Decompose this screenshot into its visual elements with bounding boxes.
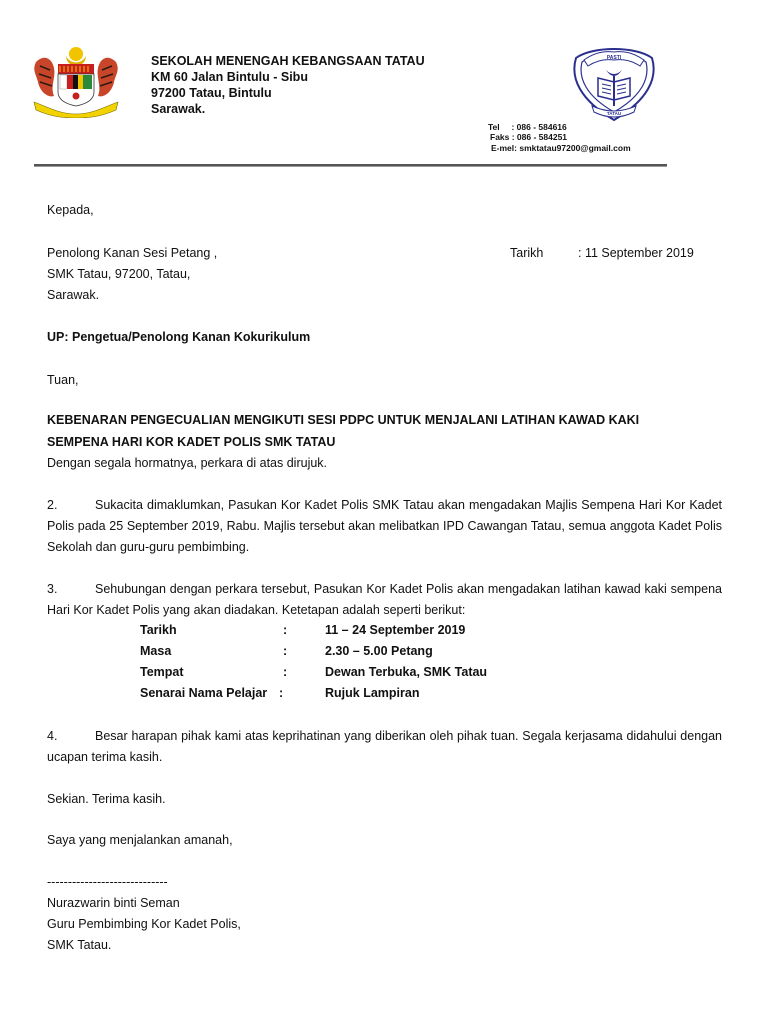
closing-thanks: Sekian. Terima kasih. (47, 792, 166, 806)
detail-value: 11 – 24 September 2019 (325, 623, 466, 637)
school-name: SEKOLAH MENENGAH KEBANGSAAN TATAU (151, 54, 425, 68)
closing-sign-off: Saya yang menjalankan amanah, (47, 833, 233, 847)
detail-label: Masa (140, 644, 172, 658)
coat-of-arms-icon (30, 42, 122, 118)
detail-colon: : (283, 623, 288, 637)
signature-line: ----------------------------- (47, 875, 168, 889)
detail-value: Dewan Terbuka, SMK Tatau (325, 665, 488, 679)
paragraph-number: 2. (47, 498, 58, 512)
paragraph-2 (47, 495, 722, 558)
recipient-salutation: Kepada, (47, 203, 94, 217)
detail-colon: : (283, 665, 288, 679)
badge-bottom-text: TATAU (606, 111, 622, 116)
recipient-line: Penolong Kanan Sesi Petang , (47, 246, 218, 260)
intro-text: Dengan segala hormatnya, perkara di atas dirujuk. (47, 456, 328, 470)
school-badge-icon (568, 44, 660, 124)
detail-label: Tempat (140, 665, 184, 679)
paragraph-3 (47, 579, 722, 621)
tel-line: Tel : 086 - 584616 (488, 122, 567, 132)
attention-line: UP: Pengetua/Penolong Kanan Kokurikulum (47, 330, 311, 344)
date-value: : 11 September 2019 (578, 246, 694, 260)
date-label: Tarikh (510, 246, 544, 260)
paragraph-text: Sehubungan dengan perkara tersebut, Pasukan Kor Kadet Polis akan mengadakan latihan kawad kaki sempena Hari Kor Kadet Polis yang akan diadakan. Ketetapan adalah seperti berikut: (47, 582, 722, 617)
paragraph-4 (47, 726, 722, 768)
paragraph-text: Sukacita dimaklumkan, Pasukan Kor Kadet Polis SMK Tatau akan mengadakan Majlis Sempena Hari Kor Kadet Polis pada 25 September 2019, Rabu. Majlis tersebut akan melibatkan IPD Cawangan Tatau, semua anggota Kadet Polis Sekolah dan guru-guru pembimbing. (47, 498, 722, 554)
recipient-line: SMK Tatau, 97200, Tatau, (47, 267, 191, 281)
subject-line: KEBENARAN PENGECUALIAN MENGIKUTI SESI PDPC UNTUK MENJALANI LATIHAN KAWAD KAKI (47, 413, 640, 427)
greeting: Tuan, (47, 373, 79, 387)
address-line: 97200 Tatau, Bintulu (151, 86, 272, 100)
detail-colon: : (279, 686, 284, 700)
detail-row-senarai (140, 683, 420, 704)
detail-label: Senarai Nama Pelajar (140, 686, 268, 700)
detail-colon: : (283, 644, 288, 658)
signatory-name: Nurazwarin binti Seman (47, 896, 180, 910)
detail-label: Tarikh (140, 623, 177, 637)
paragraph-number: 4. (47, 729, 58, 743)
signatory-org: SMK Tatau. (47, 938, 112, 952)
detail-value: Rujuk Lampiran (325, 686, 420, 700)
letterhead-divider (34, 164, 667, 167)
detail-row-masa (140, 641, 433, 662)
recipient-line: Sarawak. (47, 288, 100, 302)
email-line: E-mel: smktatau97200@gmail.com (491, 142, 631, 153)
badge-top-text: PASTI (606, 55, 622, 61)
detail-value: 2.30 – 5.00 Petang (325, 644, 433, 658)
address-line: Sarawak. (151, 102, 206, 116)
paragraph-number: 3. (47, 582, 58, 596)
fax-line: Faks : 086 - 584251 (490, 132, 568, 143)
address-line: KM 60 Jalan Bintulu - Sibu (151, 70, 308, 84)
paragraph-text: Besar harapan pihak kami atas keprihatinan yang diberikan oleh pihak tuan. Segala kerjasama didahului dengan ucapan terima kasih. (47, 729, 722, 764)
signatory-title: Guru Pembimbing Kor Kadet Polis, (47, 917, 241, 931)
contact-block (488, 122, 631, 153)
detail-row-tarikh (140, 620, 466, 641)
detail-row-tempat (140, 662, 488, 683)
school-address-block (151, 53, 425, 117)
subject-line: SEMPENA HARI KOR KADET POLIS SMK TATAU (47, 435, 336, 449)
